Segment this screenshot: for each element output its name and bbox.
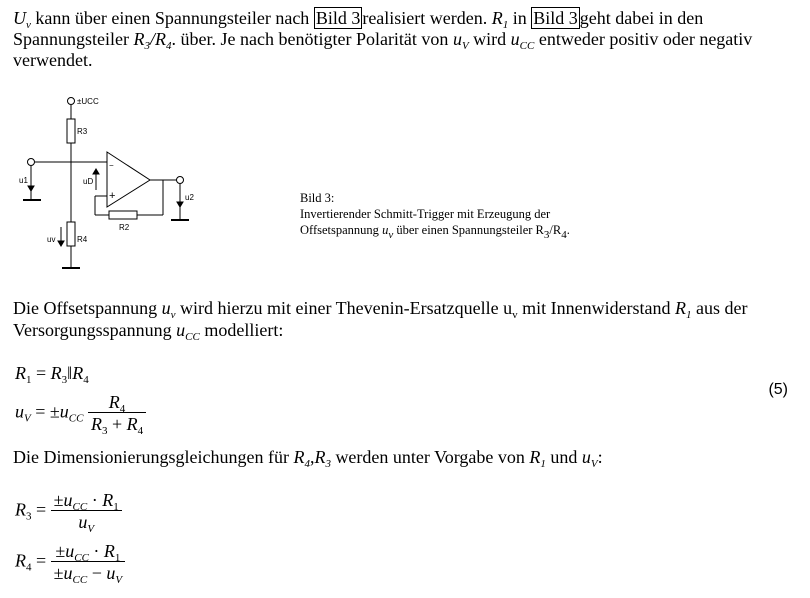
intro-line-3: verwendet. (13, 50, 93, 70)
resistor-r3 (67, 119, 75, 143)
fraction: $\frac{\pm u_{CC} \cdot R_1}{u_V}$ (51, 490, 122, 533)
schmitt-trigger-circuit-diagram (15, 92, 215, 272)
svg-text:R4: R4 (77, 235, 88, 244)
svg-text:±UCC: ±UCC (77, 97, 99, 106)
figure-reference-link[interactable]: Bild 3 (315, 8, 361, 28)
equation-uv: $u_V = \pm u_{CC}$ $\frac{R_4}{R_3 + R_4}$ (15, 392, 146, 435)
intro-line-2: Spannungsteiler $R_3/R_4$. über. Je nach benötigter Polarität von $u_V$ wird $u_{CC}$ entweder positiv oder negativ (13, 29, 753, 52)
input-terminal (28, 159, 35, 166)
equation-r4: $R_4$ = $\frac{\pm u_{CC} \cdot R_1}{\pm u_{CC} - u_V}$ (15, 541, 125, 584)
figure-caption-title: Bild 3: (300, 191, 335, 205)
output-terminal (177, 177, 184, 184)
ucc-terminal (68, 98, 75, 105)
equation-r1-parallel: $R_1$ = $R_3‖R_4$ (15, 363, 89, 386)
body-paragraph-line: Versorgungsspannung $u_{CC}$ modelliert: (13, 320, 284, 343)
equation-number: (5) (768, 381, 788, 398)
svg-text:+: + (109, 190, 116, 202)
svg-text:R3: R3 (77, 127, 88, 136)
svg-text:R2: R2 (119, 223, 130, 232)
svg-text:u2: u2 (185, 193, 194, 202)
svg-text:u1: u1 (19, 176, 28, 185)
body-paragraph-line: Die Dimensionierungsgleichungen für $R_4,R_3$ werden unter Vorgabe von $R_1$ und $u_V$: (13, 447, 603, 470)
resistor-r4 (67, 222, 75, 246)
svg-text:−: − (109, 161, 114, 170)
fraction: $\frac{R_4}{R_3 + R_4}$ (88, 392, 146, 435)
intro-line-1: $U_v$ kann über einen Spannungsteiler nach Bild 3 realisiert werden. $R_1$ in Bild 3 geht dabei in den (13, 8, 704, 31)
figure-caption-line: Offsetspannung $u_v$ über einen Spannungsteiler $R_3/R_4$. (300, 223, 570, 241)
svg-text:uv: uv (47, 235, 56, 244)
resistor-r2 (109, 211, 137, 219)
fraction: $\frac{\pm u_{CC} \cdot R_1}{\pm u_{CC} - u_V}$ (51, 541, 125, 584)
body-paragraph-line: Die Offsetspannung $u_v$ wird hierzu mit einer Thevenin-Ersatzquelle $u_v$ mit Innenwiderstand $R_1$ aus der (13, 298, 748, 321)
equation-r3: $R_3$ = $\frac{\pm u_{CC} \cdot R_1}{u_V}$ (15, 490, 122, 533)
svg-text:uD: uD (83, 177, 94, 186)
figure-caption-line: Invertierender Schmitt-Trigger mit Erzeugung der (300, 207, 551, 221)
figure-reference-link[interactable]: Bild 3 (533, 8, 578, 28)
